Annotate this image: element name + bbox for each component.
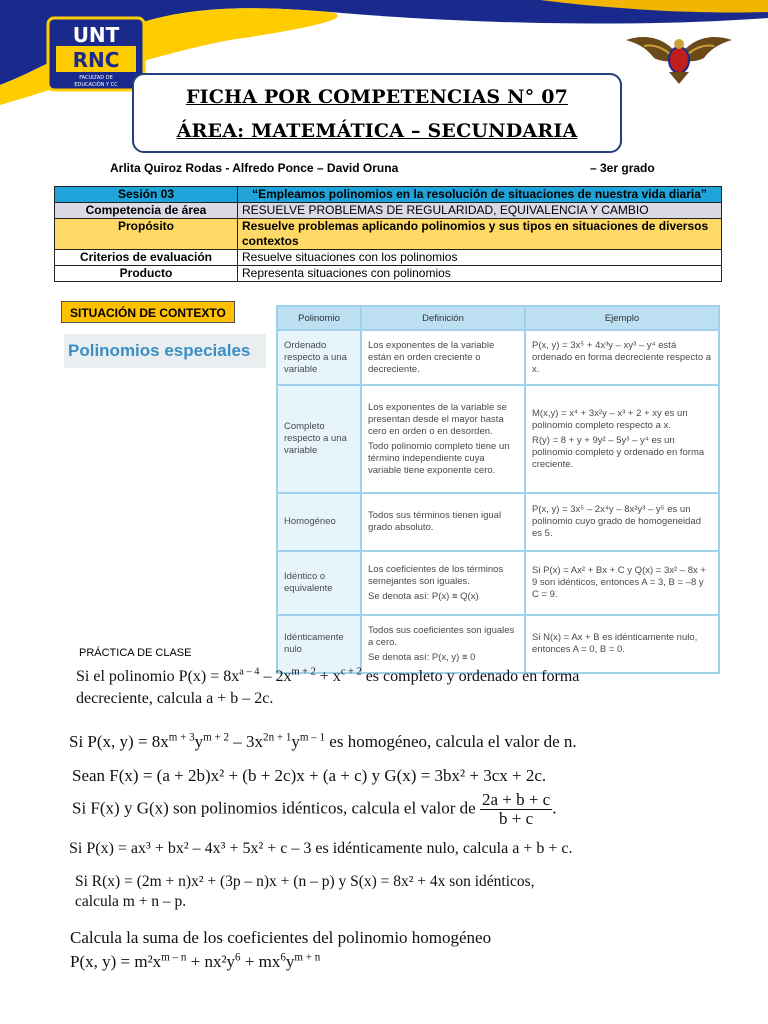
exercise-text: y [291,732,300,751]
type-definition-note: Se denota así: P(x) ≡ Q(x) [368,590,479,602]
table-row [55,203,722,219]
session-info-table [54,186,722,282]
svg-text:FACULTAD DE: FACULTAD DE [79,75,113,81]
exercise-2 [69,732,577,752]
type-example: Si N(x) = Ax + B es idénticamente nulo, entonces A = 0, B = 0. [525,615,719,673]
table-row [277,551,719,615]
purpose-value: Resuelve problemas aplicando polinomios y sus tipos en situaciones de diversos contextos [238,219,722,250]
type-example: M(x,y) = x⁴ + 3x²y – x³ + 2 + xy es un polinomio completo respecto a x. [532,407,688,431]
exercise-text: Si F(x) y G(x) son polinomios idénticos, calcula el valor de [72,798,476,818]
table-row [277,493,719,551]
exercise-5-line1: Si R(x) = (2m + n)x² + (3p – n)x + (n – p) y S(x) = 8x² + 4x son idénticos, [75,873,535,890]
table-row [55,266,722,282]
svg-text:EDUCACIÓN Y CC: EDUCACIÓN Y CC [74,82,118,88]
practice-label: PRÁCTICA DE CLASE [79,647,192,659]
table-row [277,385,719,493]
type-example: Si P(x) = Ax² + Bx + C y Q(x) = 3x² – 8x + 9 son idénticos, entonces A = 3, B = –8 y C = 9. [525,551,719,615]
table-row [55,187,722,203]
exponent: m – n [161,951,187,964]
exercise-6-line2 [70,952,320,972]
table-row [277,330,719,385]
polynomial-types-table [276,305,720,674]
fraction-denominator: b + c [499,809,534,828]
exponent: a – 4 [239,666,260,678]
exponent: m + n [294,951,321,964]
exponent: 6 [235,951,241,964]
session-key: Sesión 03 [55,187,238,203]
column-header: Definición [361,306,525,330]
area-title: ÁREA: MATEMÁTICA – SECUNDARIA [176,120,578,142]
competence-key: Competencia de área [55,203,238,219]
table-header-row [277,306,719,330]
svg-text:RNC: RNC [72,48,120,72]
exercise-5-line2: calcula m + n – p. [75,893,187,910]
exercise-text: – 3x [229,732,264,751]
fraction-numerator: 2a + b + c [481,790,551,809]
type-definition: Los exponentes de la variable están en orden creciente o decreciente. [361,330,525,385]
type-definition-cell [361,385,525,493]
type-definition: Todos sus términos tienen igual grado absoluto. [361,493,525,551]
exponent: 6 [280,951,286,964]
exponent: m + 3 [168,731,195,744]
exercise-1 [76,668,579,686]
type-name: Completo respecto a una variable [277,385,361,493]
column-header: Ejemplo [525,306,719,330]
type-example-cell [525,385,719,493]
exercise-text: + x [315,668,341,685]
exponent: m + 2 [203,731,230,744]
type-name: Homogéneo [277,493,361,551]
fraction [480,791,552,828]
exercise-text: es completo y ordenado en forma [361,668,580,685]
exponent: 2n + 1 [263,731,292,744]
grade: – 3er grado [590,161,655,175]
exercise-3-line1: Sean F(x) = (a + 2b)x² + (b + 2c)x + (a + c) y G(x) = 3bx² + 3cx + 2c. [72,766,547,785]
eagle-emblem-icon [624,26,734,86]
column-header: Polinomio [277,306,361,330]
type-definition-cell [361,615,525,673]
document-title: FICHA POR COMPETENCIAS N° 07 [185,86,569,108]
type-definition: Todos sus coeficientes son iguales a cero. [368,624,515,648]
criteria-value: Resuelve situaciones con los polinomios [238,250,722,266]
special-polynomials-title: Polinomios especiales [64,334,266,368]
competence-value: RESUELVE PROBLEMAS DE REGULARIDAD, EQUIVALENCIA Y CAMBIO [238,203,722,219]
product-key: Producto [55,266,238,282]
exponent: c + 2 [340,666,362,678]
table-row [55,250,722,266]
authors: Arlita Quiroz Rodas - Alfredo Ponce – David Oruna [110,161,399,175]
exercise-text: es homogéneo, calcula el valor de n. [325,732,577,751]
type-definition-note: Se denota así: P(x, y) ≡ 0 [368,651,476,663]
exercise-text: Si P(x, y) = 8x [69,732,169,751]
exercise-6-line1: Calcula la suma de los coeficientes del polinomio homogéneo [70,928,492,947]
type-definition-note: Todo polinomio completo tiene un término independiente cuya variable tiene exponente cero. [368,440,510,476]
exercise-text: y [194,732,204,751]
type-example: P(x, y) = 3x⁵ – 2x⁴y – 8x²y³ – y⁵ es un polinomio cuyo grado de homogeneidad es 5. [525,493,719,551]
title-box [132,73,622,153]
exercise-text: P(x, y) = m²x [70,952,162,971]
exercise-text: Si el polinomio P(x) = 8x [76,668,240,685]
type-definition: Los exponentes de la variable se presentan desde el mayor hasta cero en orden o en desorden. [368,401,507,437]
type-definition: Los coeficientes de los términos semejantes son iguales. [368,563,504,587]
exercise-4: Si P(x) = ax³ + bx² – 4x³ + 5x² + c – 3 es idénticamente nulo, calcula a + b + c. [69,840,573,857]
exercise-1-line2: decreciente, calcula a + b – 2c. [76,690,274,707]
session-value: “Empleamos polinomios en la resolución de situaciones de nuestra vida diaria” [238,187,722,203]
exercise-text: y [285,952,295,971]
type-example: P(x, y) = 3x⁵ + 4x³y – xy³ – y⁴ está ordenado en forma decreciente respecto a x. [525,330,719,385]
type-definition-cell [361,551,525,615]
criteria-key: Criterios de evaluación [55,250,238,266]
exercise-text: + mx [240,952,281,971]
product-value: Representa situaciones con polinomios [238,266,722,282]
table-row [277,615,719,673]
unt-logo [46,16,146,92]
exercise-3-line2: Si F(x) y G(x) son polinomios idénticos, calcula el valor de $\frac{2a + b + c}{b + c}$ . [72,790,557,828]
exponent: m + 2 [291,666,316,678]
exercise-text: + nx²y [186,952,236,971]
context-label: SITUACIÓN DE CONTEXTO [61,301,235,323]
purpose-key: Propósito [55,219,238,250]
type-name: Idénticamente nulo [277,615,361,673]
svg-text:UNT: UNT [72,23,120,47]
type-name: Ordenado respecto a una variable [277,330,361,385]
exponent: m – 1 [299,731,326,744]
type-name: Idéntico o equivalente [277,551,361,615]
exercise-text: – 2x [259,668,292,685]
table-row [55,219,722,250]
type-example-2: R(y) = 8 + y + 9y² – 5y³ – y⁴ es un polinomio completo y ordenado en forma creciente. [532,434,705,470]
